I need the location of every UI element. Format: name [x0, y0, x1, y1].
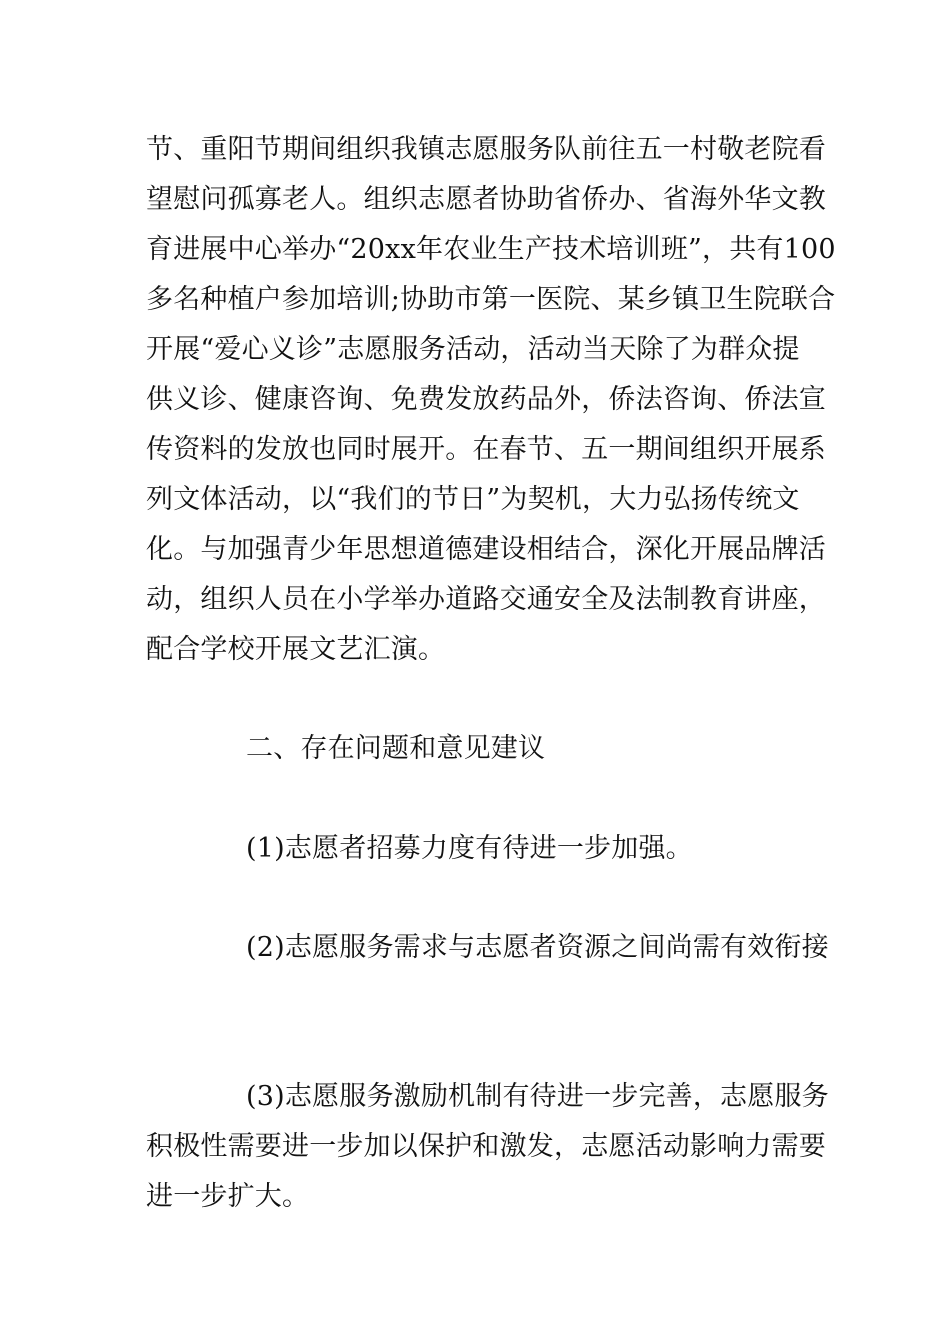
paragraph-line: 列文体活动，以“我们的节日”为契机，大力弘扬传统文	[146, 484, 800, 515]
paragraph-line: 多名种植户参加培训;协助市第一医院、某乡镇卫生院联合	[146, 284, 836, 315]
paragraph-line: 供义诊、健康咨询、免费发放药品外，侨法咨询、侨法宣	[146, 384, 826, 415]
section-heading: 二、存在问题和意见建议	[246, 733, 546, 764]
issue-item-3-line: (3)志愿服务激励机制有待进一步完善，志愿服务	[246, 1081, 829, 1112]
paragraph-line: 开展“爱心义诊”志愿服务活动，活动当天除了为群众提	[146, 334, 800, 365]
paragraph-line: 育进展中心举办“20xx年农业生产技术培训班”，共有100	[146, 234, 836, 265]
issue-item-2: (2)志愿服务需求与志愿者资源之间尚需有效衔接	[246, 932, 829, 963]
paragraph-line: 动，组织人员在小学举办道路交通安全及法制教育讲座，	[146, 584, 826, 615]
paragraph-line: 化。与加强青少年思想道德建设相结合，深化开展品牌活	[146, 534, 826, 565]
paragraph-line: 配合学校开展文艺汇演。	[146, 634, 446, 665]
issue-item-3-line: 进一步扩大。	[146, 1181, 310, 1212]
paragraph-line: 节、重阳节期间组织我镇志愿服务队前往五一村敬老院看	[146, 134, 826, 165]
issue-item-1: (1)志愿者招募力度有待进一步加强。	[246, 833, 693, 864]
paragraph-line: 传资料的发放也同时展开。在春节、五一期间组织开展系	[146, 434, 826, 465]
issue-item-3-line: 积极性需要进一步加以保护和激发，志愿活动影响力需要	[146, 1131, 826, 1162]
paragraph-line: 望慰问孤寡老人。组织志愿者协助省侨办、省海外华文教	[146, 184, 826, 215]
